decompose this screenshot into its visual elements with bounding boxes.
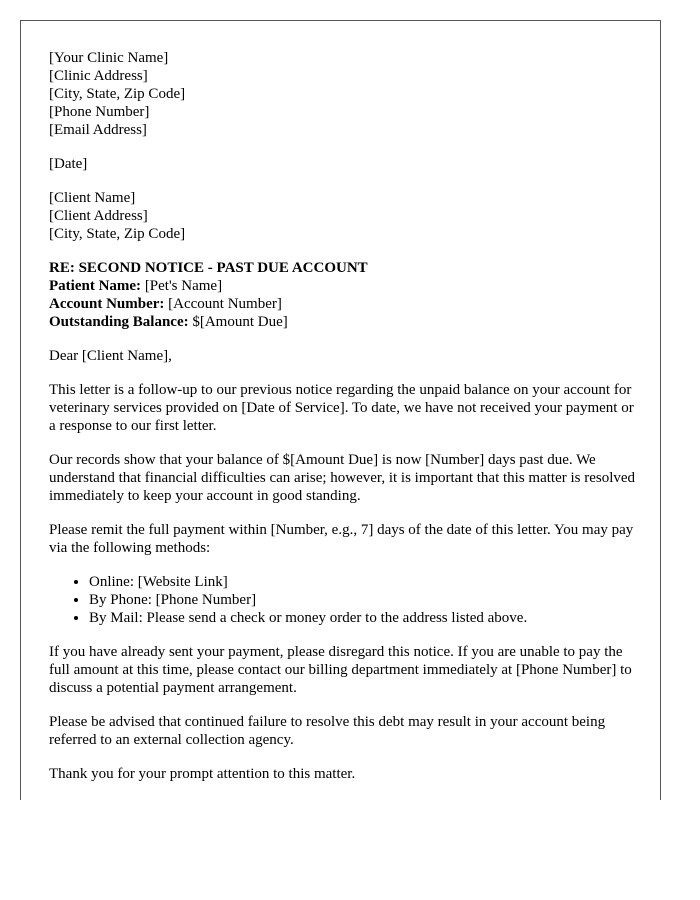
- patient-name-value: [Pet's Name]: [141, 278, 223, 294]
- letter-content: [49, 49, 639, 799]
- sender-address-block: [49, 49, 639, 139]
- sender-clinic-address: [Clinic Address]: [49, 68, 148, 84]
- recipient-client-address: [Client Address]: [49, 208, 148, 224]
- patient-name-line: [49, 277, 639, 295]
- account-number-value: [Account Number]: [164, 296, 282, 312]
- account-number-label: Account Number:: [49, 296, 165, 312]
- recipient-client-name: [Client Name]: [49, 190, 136, 206]
- account-number-line: [49, 295, 639, 313]
- body-paragraph-remit: Please remit the full payment within [Number, e.g., 7] days of the date of this letter. You may pay via the following methods:: [49, 522, 634, 556]
- payment-methods-list: [49, 573, 639, 627]
- body-paragraph-thank-you: Thank you for your prompt attention to this matter.: [49, 766, 356, 782]
- outstanding-balance-line: [49, 313, 639, 331]
- sender-email: [Email Address]: [49, 122, 147, 138]
- body-paragraph-disregard: If you have already sent your payment, please disregard this notice. If you are unable to pay the full amount at this time, please contact our billing department immediately at [Phone Number] to discuss a potential payment arrangement.: [49, 644, 632, 696]
- recipient-address-block: [49, 189, 639, 243]
- body-paragraph-followup: This letter is a follow-up to our previous notice regarding the unpaid balance on your account for veterinary services provided on [Date of Service]. To date, we have not received your payment or a response to our first letter.: [49, 382, 634, 434]
- payment-method-phone: • By Phone: [Phone Number]: [89, 591, 639, 609]
- patient-name-label: Patient Name:: [49, 278, 142, 294]
- letter-date: [Date]: [49, 156, 88, 172]
- date-block: [49, 155, 639, 173]
- outstanding-balance-value: $[Amount Due]: [188, 314, 288, 330]
- payment-method-online: • Online: [Website Link]: [89, 573, 639, 591]
- re-line: RE: SECOND NOTICE - PAST DUE ACCOUNT: [49, 260, 368, 276]
- recipient-city-state-zip: [City, State, Zip Code]: [49, 226, 186, 242]
- letter-page: [20, 20, 661, 800]
- body-paragraph-records: Our records show that your balance of $[Amount Due] is now [Number] days past due. We understand that financial difficulties can arise; however, it is important that this matter is resolved immediately to keep your account in good standing.: [49, 452, 636, 504]
- salutation: Dear [Client Name],: [49, 348, 172, 364]
- sender-city-state-zip: [City, State, Zip Code]: [49, 86, 186, 102]
- sender-phone: [Phone Number]: [49, 104, 150, 120]
- sender-clinic-name: [Your Clinic Name]: [49, 50, 169, 66]
- outstanding-balance-label: Outstanding Balance:: [49, 314, 189, 330]
- body-paragraph-collection-warning: Please be advised that continued failure to resolve this debt may result in your account being referred to an external collection agency.: [49, 714, 606, 748]
- payment-method-mail: • By Mail: Please send a check or money order to the address listed above.: [89, 609, 639, 627]
- subject-block: [49, 259, 639, 331]
